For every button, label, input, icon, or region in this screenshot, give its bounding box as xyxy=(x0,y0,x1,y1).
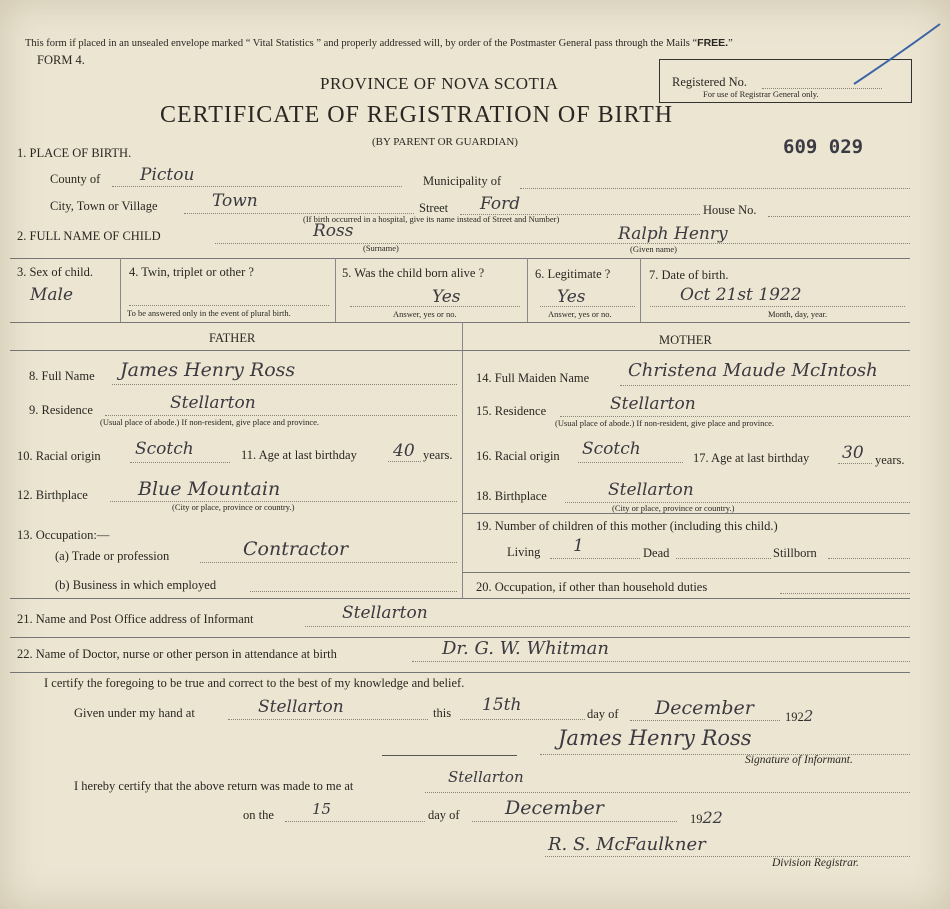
father-racial-value: Scotch xyxy=(135,439,194,459)
father-age-value: 40 xyxy=(393,441,415,461)
child-surname: Ross xyxy=(313,221,354,241)
page-title: CERTIFICATE OF REGISTRATION OF BIRTH xyxy=(160,102,674,128)
mother-children-label: 19. Number of children of this mother (including this child.) xyxy=(476,519,778,533)
registered-number-label: Registered No. xyxy=(672,75,747,89)
street-note: (If birth occurred in a hospital, give its name instead of Street and Number) xyxy=(303,214,560,224)
doctor-value: Dr. G. W. Whitman xyxy=(442,638,609,659)
date-of-birth-value: Oct 21st 1922 xyxy=(680,285,802,305)
signature-of-informant-label: Signature of Informant. xyxy=(745,754,853,766)
mother-residence-label: 15. Residence xyxy=(476,404,547,418)
mail-notice: This form if placed in an unsealed envelope marked “ Vital Statistics ” and properly addressed will, by order of the Postmaster General pass through the Mails “FREE.” xyxy=(25,37,733,49)
page-subtitle: (BY PARENT OR GUARDIAN) xyxy=(372,136,518,148)
mother-years-label: years. xyxy=(875,453,905,467)
registrar-statement: I hereby certify that the above return was made to me at xyxy=(74,779,354,793)
father-birthplace-value: Blue Mountain xyxy=(138,478,281,500)
father-birthplace-note: (City or place, province or country.) xyxy=(172,502,295,512)
registrar-place-value: Stellarton xyxy=(448,768,524,786)
municipality-label: Municipality of xyxy=(423,174,502,188)
dead-label: Dead xyxy=(643,546,670,560)
registrar-day-value: 15 xyxy=(312,800,332,818)
twin-label: 4. Twin, triplet or other ? xyxy=(129,265,254,279)
given-month-value: December xyxy=(655,697,754,719)
registered-number-note: For use of Registrar General only. xyxy=(703,89,819,99)
stillborn-label: Stillborn xyxy=(773,546,817,560)
surname-label: (Surname) xyxy=(363,243,399,253)
living-label: Living xyxy=(507,545,541,559)
born-alive-note: Answer, yes or no. xyxy=(393,309,457,319)
mother-occupation-label: 20. Occupation, if other than household duties xyxy=(476,580,708,594)
born-alive-label: 5. Was the child born alive ? xyxy=(342,266,485,280)
mother-birthplace-label: 18. Birthplace xyxy=(476,489,547,503)
mother-name-value: Christena Maude McIntosh xyxy=(628,360,878,381)
given-place-value: Stellarton xyxy=(258,697,344,717)
mother-heading: MOTHER xyxy=(659,333,712,347)
city-label: City, Town or Village xyxy=(50,199,158,213)
county-value: Pictou xyxy=(140,165,195,185)
child-given-name: Ralph Henry xyxy=(618,224,728,244)
father-residence-value: Stellarton xyxy=(170,393,256,413)
house-number-label: House No. xyxy=(703,203,757,217)
legitimate-value: Yes xyxy=(557,287,586,307)
father-residence-label: 9. Residence xyxy=(29,403,93,417)
certification-statement: I certify the foregoing to be true and correct to the best of my knowledge and belief. xyxy=(44,676,465,690)
born-alive-value: Yes xyxy=(432,287,461,307)
place-of-birth-heading: 1. PLACE OF BIRTH. xyxy=(17,146,132,160)
father-heading: FATHER xyxy=(209,331,256,345)
mother-racial-value: Scotch xyxy=(582,439,641,459)
informant-value: Stellarton xyxy=(342,603,428,623)
doctor-label: 22. Name of Doctor, nurse or other person in attendance at birth xyxy=(17,647,337,661)
date-of-birth-label: 7. Date of birth. xyxy=(649,268,729,282)
father-age-label: 11. Age at last birthday xyxy=(241,448,357,462)
informant-signature: James Henry Ross xyxy=(558,726,752,750)
mother-age-label: 17. Age at last birthday xyxy=(693,451,810,465)
father-racial-label: 10. Racial origin xyxy=(17,449,101,463)
father-name-label: 8. Full Name xyxy=(29,369,95,383)
legitimate-label: 6. Legitimate ? xyxy=(535,267,611,281)
mother-birthplace-note: (City or place, province or country.) xyxy=(612,503,735,513)
province-heading: PROVINCE OF NOVA SCOTIA xyxy=(320,74,559,93)
registrar-year-value: 1922 xyxy=(690,808,723,827)
father-occupation-label: 13. Occupation:— xyxy=(17,528,110,542)
living-value: 1 xyxy=(573,536,584,556)
mother-name-label: 14. Full Maiden Name xyxy=(476,371,590,385)
pen-mark-icon xyxy=(852,22,942,92)
twin-note: To be answered only in the event of plural birth. xyxy=(127,308,291,318)
father-trade-value: Contractor xyxy=(243,538,349,560)
father-business-label: (b) Business in which employed xyxy=(55,578,217,592)
this-label: this xyxy=(433,706,452,720)
sex-value: Male xyxy=(30,285,74,305)
city-value: Town xyxy=(212,191,258,211)
registrar-day-of-label: day of xyxy=(428,808,460,822)
day-of-label: day of xyxy=(587,707,619,721)
mother-residence-value: Stellarton xyxy=(610,394,696,414)
mother-age-value: 30 xyxy=(842,443,864,463)
street-label: Street xyxy=(419,201,449,215)
mother-residence-note: (Usual place of abode.) If non-resident, give place and province. xyxy=(555,418,775,428)
form-number: FORM 4. xyxy=(37,53,85,67)
father-years-label: years. xyxy=(423,448,453,462)
on-the-label: on the xyxy=(243,808,274,822)
mother-birthplace-value: Stellarton xyxy=(608,480,694,500)
county-label: County of xyxy=(50,172,101,186)
given-year-value: 1922 xyxy=(785,707,814,725)
street-value: Ford xyxy=(480,194,521,214)
division-registrar-label: Division Registrar. xyxy=(772,857,859,869)
mother-racial-label: 16. Racial origin xyxy=(476,449,560,463)
informant-label: 21. Name and Post Office address of Informant xyxy=(17,612,254,626)
given-day-value: 15th xyxy=(482,695,522,715)
father-birthplace-label: 12. Birthplace xyxy=(17,488,88,502)
registrar-signature: R. S. McFaulkner xyxy=(548,834,706,855)
father-trade-label: (a) Trade or profession xyxy=(55,549,170,563)
legitimate-note: Answer, yes or no. xyxy=(548,309,612,319)
child-name-label: 2. FULL NAME OF CHILD xyxy=(17,229,161,243)
certificate-number: 609 029 xyxy=(783,136,864,158)
father-residence-note: (Usual place of abode.) If non-resident, give place and province. xyxy=(100,417,320,427)
given-name-label: (Given name) xyxy=(630,244,677,254)
father-name-value: James Henry Ross xyxy=(120,359,296,381)
registrar-month-value: December xyxy=(505,797,604,819)
date-of-birth-note: Month, day, year. xyxy=(768,309,828,319)
sex-label: 3. Sex of child. xyxy=(17,265,94,279)
given-under-label: Given under my hand at xyxy=(74,706,195,720)
